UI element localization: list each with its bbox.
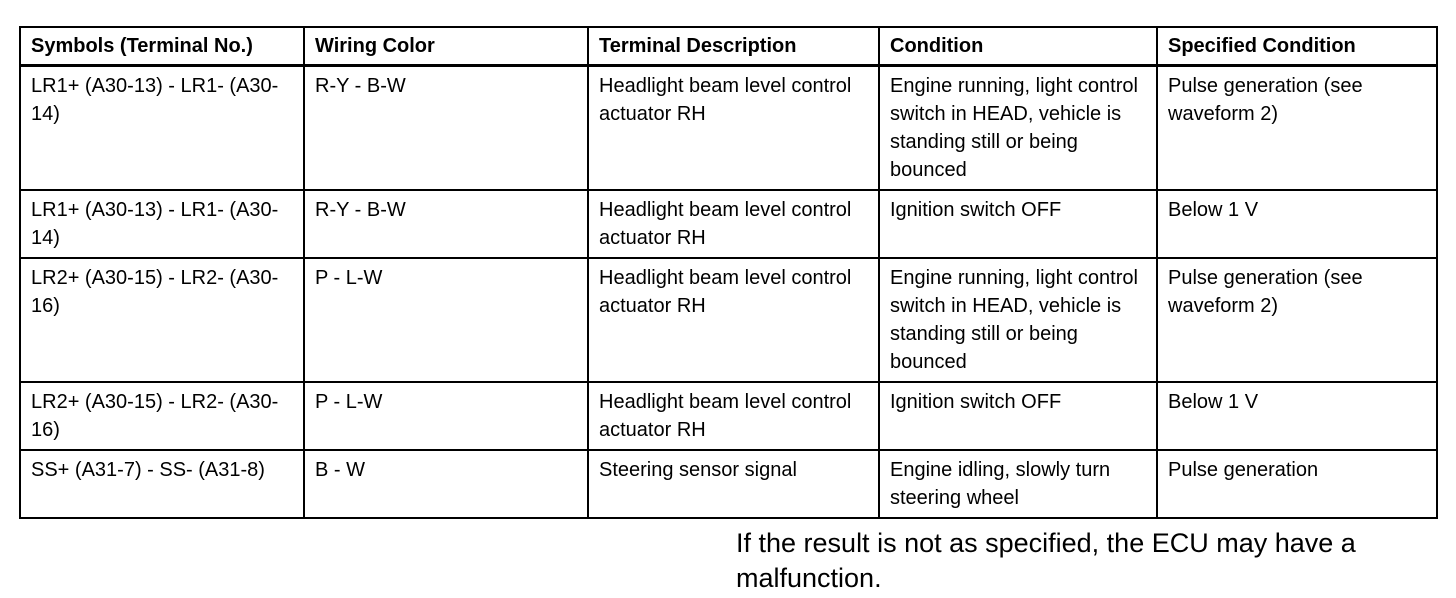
header-wiring-color: Wiring Color — [304, 27, 588, 66]
cell-specified-condition: Pulse generation — [1157, 450, 1437, 518]
cell-condition: Engine idling, slowly turn steering wheel — [879, 450, 1157, 518]
table-row — [20, 66, 1437, 191]
cell-condition: Engine running, light control switch in HEAD, vehicle is standing still or being bounced — [879, 66, 1157, 191]
cell-specified-condition: Pulse generation (see waveform 2) — [1157, 258, 1437, 382]
cell-condition: Ignition switch OFF — [879, 382, 1157, 450]
table-row — [20, 258, 1437, 382]
cell-terminal-description: Headlight beam level control actuator RH — [588, 190, 879, 258]
cell-terminal-description: Headlight beam level control actuator RH — [588, 382, 879, 450]
cell-terminal-description: Headlight beam level control actuator RH — [588, 258, 879, 382]
cell-wiring-color: P - L-W — [304, 258, 588, 382]
header-symbols: Symbols (Terminal No.) — [20, 27, 304, 66]
cell-wiring-color: R-Y - B-W — [304, 66, 588, 191]
cell-symbols: LR2+ (A30-15) - LR2- (A30-16) — [20, 382, 304, 450]
cell-specified-condition: Pulse generation (see waveform 2) — [1157, 66, 1437, 191]
table-row — [20, 190, 1437, 258]
header-terminal-description: Terminal Description — [588, 27, 879, 66]
cell-wiring-color: P - L-W — [304, 382, 588, 450]
terminal-spec-table — [19, 26, 1438, 519]
header-specified-condition: Specified Condition — [1157, 27, 1437, 66]
cell-terminal-description: Headlight beam level control actuator RH — [588, 66, 879, 191]
header-condition: Condition — [879, 27, 1157, 66]
cell-symbols: LR1+ (A30-13) - LR1- (A30-14) — [20, 66, 304, 191]
cell-specified-condition: Below 1 V — [1157, 382, 1437, 450]
table-row — [20, 450, 1437, 518]
table-row — [20, 382, 1437, 450]
cell-symbols: SS+ (A31-7) - SS- (A31-8) — [20, 450, 304, 518]
cell-specified-condition: Below 1 V — [1157, 190, 1437, 258]
table-header-row — [20, 27, 1437, 66]
cell-condition: Engine running, light control switch in HEAD, vehicle is standing still or being bounced — [879, 258, 1157, 382]
cell-wiring-color: B - W — [304, 450, 588, 518]
cell-symbols: LR1+ (A30-13) - LR1- (A30-14) — [20, 190, 304, 258]
cell-condition: Ignition switch OFF — [879, 190, 1157, 258]
cell-symbols: LR2+ (A30-15) - LR2- (A30-16) — [20, 258, 304, 382]
cell-wiring-color: R-Y - B-W — [304, 190, 588, 258]
cell-terminal-description: Steering sensor signal — [588, 450, 879, 518]
malfunction-note: If the result is not as specified, the ECU may have a malfunction. — [736, 528, 1356, 593]
